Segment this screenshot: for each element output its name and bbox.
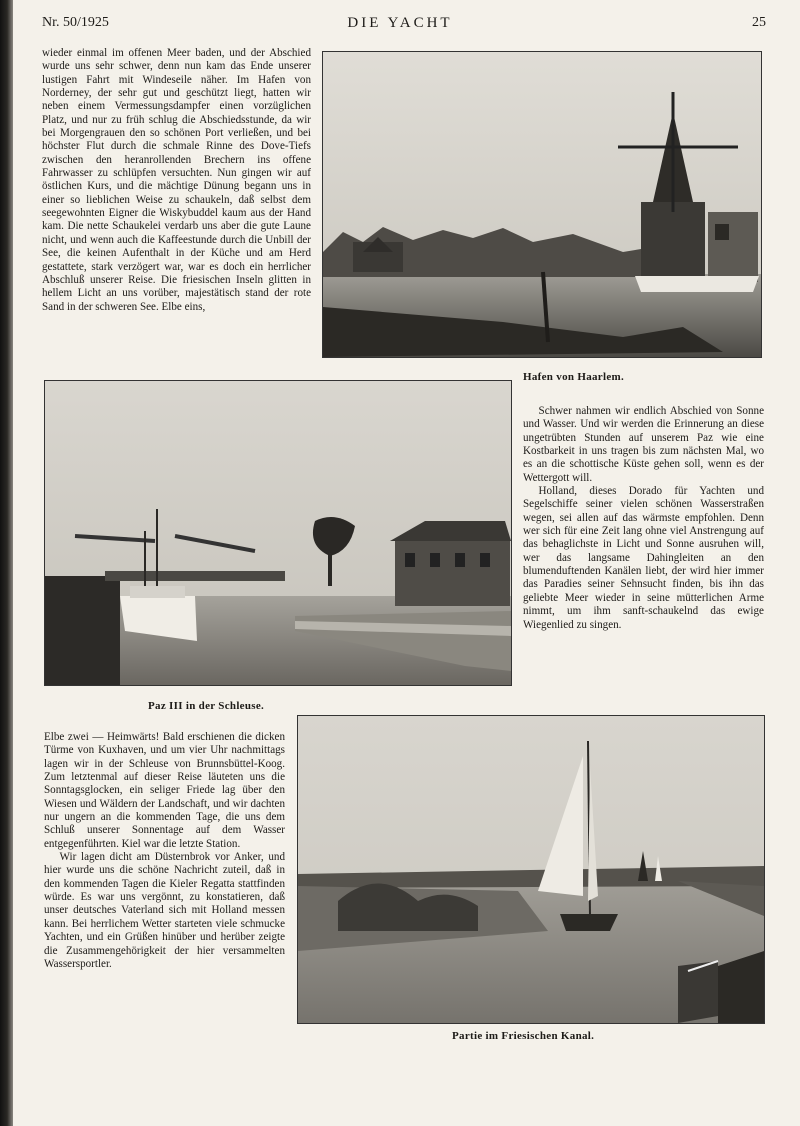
paragraph: Schwer nahmen wir endlich Abschied von Sonne und Wasser. Und wir werden die Erinnerung an diese ungetrübten Stunden auf unserem Paz wie eine Kostbarkeit in uns tragen bis zum nächsten Mal, wo es an die schottische Küste gehen soll, wenn es der Wettergott will. [523,405,764,484]
issue-number: Nr. 50/1925 [42,15,109,30]
caption-haarlem: Hafen von Haarlem. [523,371,625,383]
photo-lock-paz-iii [44,380,512,686]
photo-frisian-canal [297,715,765,1024]
article-column-bottom-left [44,731,285,1049]
paragraph: Holland, dieses Dorado für Yachten und Segelschiffe seiner vielen schönen Wasserstraßen wegen, sei allen auf das wärmste empfohlen. Denn wer sich für eine Zeit lang ohne viel Anstrengung auf das behaglichste in Licht und Sonne ausruhen will, wer das langsame Dahingleiten an den blumenduftenden Kanälen liebt, der wird hier immer das Paradies seiner Sehnsucht finden, bis ihn das geliebte Meer wieder in seine mütterlichen Arme nimmt, um ihm sanft-schaukelnd das ewige Wiegenlied zu singen. [523,485,764,631]
paragraph: Elbe zwei — Heimwärts! Bald erschienen die dicken Türme von Kuxhaven, und um vier Uhr nachmittags lagen wir in der Schleuse von Brunnsbüttel-Koog. Zum letztenmal auf dieser Reise läuteten uns die Sonntagsglocken, ein seliger Friede lag über den Wiesen und Wäldern der Landschaft, und wir dachten nur ungern an die kommenden Tage, die uns dem Schluß unserer Sonnentage auf dem Wasser entgegenführten. Kiel war die letzte Station. [44,731,285,850]
page-binding-edge [0,0,13,1126]
windmill-harbor-image [323,52,761,357]
paragraph: wieder einmal im offenen Meer baden, und der Abschied wurde uns sehr schwer, denn nun kam das Ende unserer lustigen Fahrt mit Windeseile näher. Im Hafen von Norderney, der sehr gut und geschützt liegt, hatten wir neben einem Vermessungsdampfer einen vorzüglichen Platz, und nur zu früh schlug die Abschiedsstunde, da wir bei Morgengrauen den so schönen Port verließen, und bei höchster Flut durch die schmale Rinne des Dove-Tiefs zwischen den heranrollenden Brechern ins offene Fahrwasser zu schlüpfen versuchten. Nun gingen wir auf östlichen Kurs, und die mächtige Dünung begann uns in einer so lieblichen Weise zu schaukeln, daß selbst dem seegewohnten Eigner die Wiskybuddel kaum aus der Hand kam. Die nette Schaukelei verdarb uns aber die gute Laune nicht, und wenn auch die Kaffeestunde durch die Unbill der See, die keinen Aufenthalt in der Küche und am Herd gestattete, stark verzögert war, war es doch ein herrlicher Abschluß unserer Reise. Die friesischen Inseln glitten in hellem Licht an uns vorüber, majestätisch stand der rote Sand in der schweren See. Elbe eins, [42,47,311,313]
caption-kanal: Partie im Friesischen Kanal. [452,1030,595,1042]
page-number: 25 [752,15,766,30]
paragraph: Wir lagen dicht am Düsternbrok vor Anker, und hier wurde uns die schöne Nachricht zuteil, daß in den kommenden Tagen die Kieler Regatta stattfinden würde. Es war uns vergönnt, zu konstatieren, daß unser deutsches Vaterland sich mit Holland messen kann. Bei herrlichem Wetter starteten viele schmucke Yachten, und ein Grüßen hinüber und herüber zeigte die Zusammengehörigkeit der hier versammelten Wassersportler. [44,851,285,970]
article-column-top-left [42,47,311,365]
magazine-title: DIE YACHT [347,15,453,31]
canal-sailboat-image [298,716,764,1023]
article-column-right-middle [523,405,764,695]
lock-bridge-image [45,381,511,685]
caption-schleuse: Paz III in der Schleuse. [148,700,265,712]
photo-haarlem-harbor [322,51,762,358]
